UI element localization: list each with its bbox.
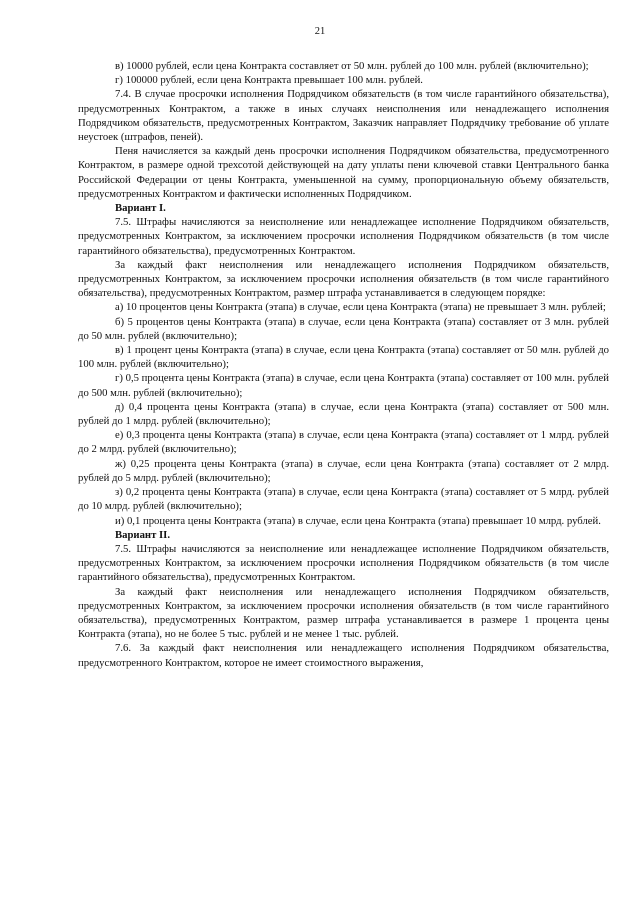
list-item: д) 0,4 процента цены Контракта (этапа) в случае, если цена Контракта (этапа) составляет от 500 млн. рублей до 1 млрд. рублей (включительно); (78, 400, 609, 428)
document-body (78, 59, 609, 670)
list-item: б) 5 процентов цены Контракта (этапа) в случае, если цена Контракта (этапа) составляет от 3 млн. рублей до 50 млн. рублей (включительно); (78, 315, 609, 342)
variant-heading: Вариант II. (115, 528, 170, 541)
list-item: з) 0,2 процента цены Контракта (этапа) в случае, если цена Контракта (этапа) составляет от 5 млрд. рублей до 10 млрд. рублей (включительно); (78, 486, 609, 513)
list-item: и) 0,1 процента цены Контракта (этапа) в случае, если цена Контракта (этапа) превышает 10 млрд. рублей. (115, 514, 601, 527)
list-item: е) 0,3 процента цены Контракта (этапа) в случае, если цена Контракта (этапа) составляет от 1 млрд. рублей до 2 млрд. рублей (включительно); (78, 429, 609, 456)
paragraph: Пеня начисляется за каждый день просрочки исполнения Подрядчиком обязательства, предусмотренного Контрактом, в размере одной трехсотой действующей на дату уплаты пени ключевой ставки Центрального банка Российской Федерации от цены Контракта, уменьшенной на сумму, пропорциональную объему обязательств, предусмотренных Контрактом и фактически исполненных Подрядчиком. (78, 145, 609, 200)
list-item: в) 1 процент цены Контракта (этапа) в случае, если цена Контракта (этапа) составляет от 50 млн. рублей до 100 млн. рублей (включительно); (78, 344, 609, 371)
variant-heading: Вариант I. (115, 202, 166, 215)
paragraph: в) 10000 рублей, если цена Контракта составляет от 50 млн. рублей до 100 млн. рублей (включительно); (115, 60, 589, 72)
paragraph-section-7-5: 7.5. Штрафы начисляются за неисполнение или ненадлежащее исполнение Подрядчиком обязательств, предусмотренных Контрактом, за исключением просрочки исполнения Подрядчиком обязательств (в том числе гарантийного обязательства), предусмотренных Контрактом. (78, 216, 609, 257)
list-item: ж) 0,25 процента цены Контракта (этапа) в случае, если цена Контракта (этапа) составляет от 2 млрд. рублей до 5 млрд. рублей (включительно); (78, 457, 609, 484)
paragraph-section-7-4: 7.4. В случае просрочки исполнения Подрядчиком обязательств (в том числе гарантийного обязательства), предусмотренных Контрактом, а также в иных случаях неисполнения или ненадлежащего исполнения Подрядчиком обязательств, предусмотренных Контрактом, Заказчик направляет Подрядчику требование об уплате неустоек (штрафов, пеней). (78, 88, 609, 144)
paragraph: За каждый факт неисполнения или ненадлежащего исполнения Подрядчиком обязательств, предусмотренных Контрактом, за исключением просрочки исполнения обязательств (в том числе гарантийного обязательства), предусмотренных Контрактом, размер штрафа устанавливается в следующем порядке: (78, 258, 609, 300)
list-item: г) 0,5 процента цены Контракта (этапа) в случае, если цена Контракта (этапа) составляет от 100 млн. рублей до 500 млн. рублей (включительно); (78, 372, 609, 399)
paragraph: За каждый факт неисполнения или ненадлежащего исполнения Подрядчиком обязательств, предусмотренных Контрактом, за исключением просрочки исполнения обязательств (в том числе гарантийного обязательства), предусмотренных Контрактом, размер штрафа устанавливается в размере 1 процента цены Контракта (этапа), но не более 5 тыс. рублей и не менее 1 тыс. рублей. (78, 585, 609, 641)
paragraph: г) 100000 рублей, если цена Контракта превышает 100 млн. рублей. (115, 74, 423, 87)
list-item: а) 10 процентов цены Контракта (этапа) в случае, если цена Контракта (этапа) не превышает 3 млн. рублей; (115, 301, 606, 314)
paragraph-section-7-5: 7.5. Штрафы начисляются за неисполнение или ненадлежащее исполнение Подрядчиком обязательств, предусмотренных Контрактом, за исключением просрочки исполнения Подрядчиком обязательств (в том числе гарантийного обязательства), предусмотренных Контрактом. (78, 542, 609, 584)
page-number: 21 (314, 26, 326, 37)
paragraph-section-7-6: 7.6. За каждый факт неисполнения или ненадлежащего исполнения Подрядчиком обязательства, предусмотренного Контрактом, которое не имеет стоимостного выражения, (78, 642, 609, 669)
